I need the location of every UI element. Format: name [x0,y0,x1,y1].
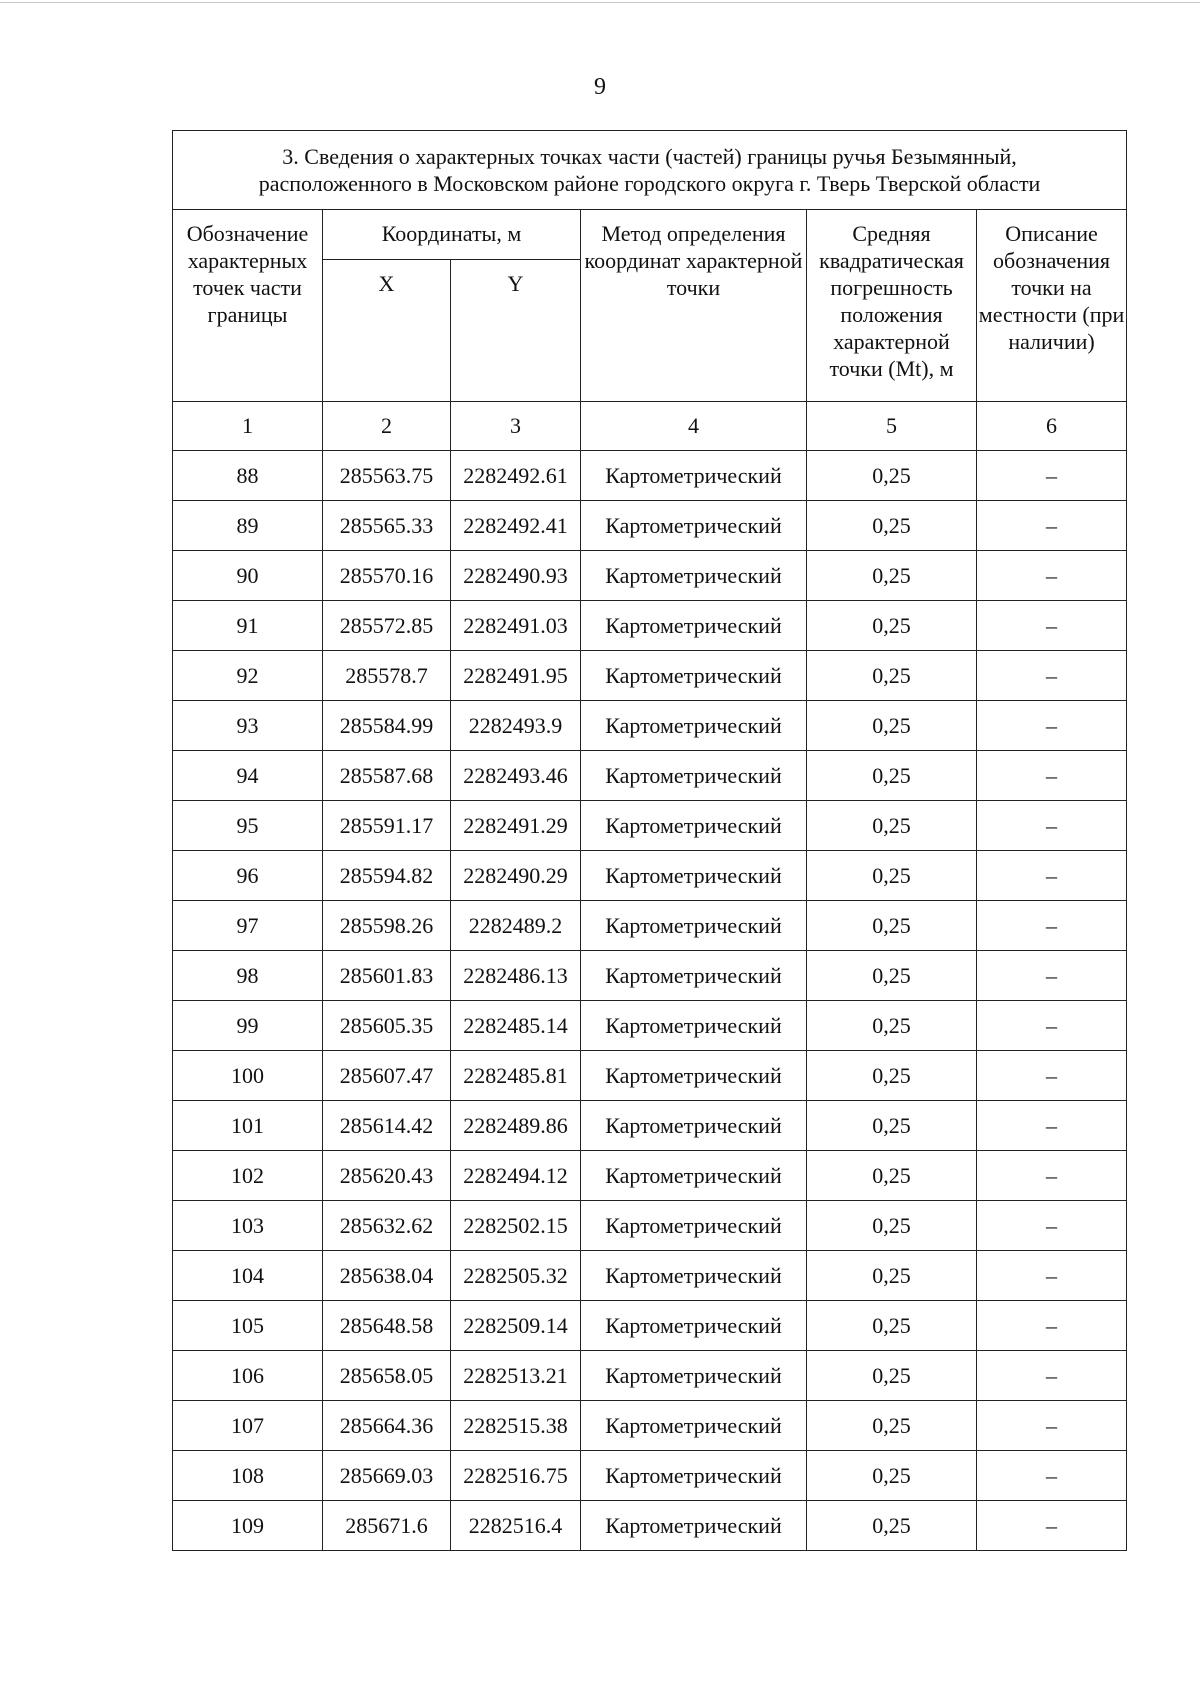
cell-x: 285565.33 [323,501,451,551]
cell-x: 285570.16 [323,551,451,601]
table-row [173,1501,1127,1551]
cell-x: 285587.68 [323,751,451,801]
cell-error: 0,25 [807,1501,977,1551]
table-row [173,751,1127,801]
cell-error: 0,25 [807,501,977,551]
cell-point-id: 95 [173,801,323,851]
cell-x: 285614.42 [323,1101,451,1151]
column-number: 3 [451,402,581,451]
cell-point-id: 99 [173,1001,323,1051]
header-error: Средняя квадратическая погрешность положения характерной точки (Mt), м [807,210,977,402]
cell-x: 285669.03 [323,1451,451,1501]
header-x: X [323,260,451,402]
cell-description: – [977,1051,1127,1101]
cell-description: – [977,1351,1127,1401]
cell-x: 285648.58 [323,1301,451,1351]
cell-point-id: 107 [173,1401,323,1451]
cell-description: – [977,1501,1127,1551]
cell-point-id: 90 [173,551,323,601]
table-row [173,1051,1127,1101]
cell-description: – [977,1151,1127,1201]
cell-x: 285584.99 [323,701,451,751]
cell-y: 2282493.9 [451,701,581,751]
cell-description: – [977,1101,1127,1151]
cell-description: – [977,1451,1127,1501]
cell-method: Картометрический [581,1451,807,1501]
cell-point-id: 92 [173,651,323,701]
table-row [173,901,1127,951]
cell-point-id: 91 [173,601,323,651]
table-row [173,1351,1127,1401]
cell-description: – [977,751,1127,801]
cell-error: 0,25 [807,551,977,601]
cell-method: Картометрический [581,851,807,901]
cell-method: Картометрический [581,1501,807,1551]
cell-x: 285671.6 [323,1501,451,1551]
cell-point-id: 100 [173,1051,323,1101]
cell-y: 2282493.46 [451,751,581,801]
table-body [173,451,1127,1551]
cell-error: 0,25 [807,851,977,901]
cell-description: – [977,601,1127,651]
table-row [173,1001,1127,1051]
cell-error: 0,25 [807,751,977,801]
cell-y: 2282492.41 [451,501,581,551]
cell-x: 285632.62 [323,1201,451,1251]
coordinates-table [172,130,1127,1551]
cell-error: 0,25 [807,951,977,1001]
cell-error: 0,25 [807,601,977,651]
cell-error: 0,25 [807,1351,977,1401]
cell-description: – [977,701,1127,751]
cell-method: Картометрический [581,1151,807,1201]
cell-x: 285658.05 [323,1351,451,1401]
cell-description: – [977,1251,1127,1301]
cell-point-id: 101 [173,1101,323,1151]
cell-y: 2282490.93 [451,551,581,601]
cell-point-id: 103 [173,1201,323,1251]
cell-x: 285607.47 [323,1051,451,1101]
table-row [173,1251,1127,1301]
cell-x: 285620.43 [323,1151,451,1201]
cell-x: 285578.7 [323,651,451,701]
cell-x: 285601.83 [323,951,451,1001]
cell-y: 2282491.95 [451,651,581,701]
cell-method: Картометрический [581,1201,807,1251]
column-number: 5 [807,402,977,451]
table-row [173,801,1127,851]
table-row [173,601,1127,651]
cell-description: – [977,1401,1127,1451]
table-row [173,1201,1127,1251]
cell-method: Картометрический [581,701,807,751]
cell-method: Картометрический [581,651,807,701]
cell-x: 285594.82 [323,851,451,901]
cell-method: Картометрический [581,1051,807,1101]
column-number: 6 [977,402,1127,451]
cell-point-id: 106 [173,1351,323,1401]
table-row [173,1451,1127,1501]
header-designation: Обозначение характерных точек части границы [173,210,323,402]
cell-y: 2282513.21 [451,1351,581,1401]
table-title-line-1: 3. Сведения о характерных точках части (частей) границы ручья Безымянный, [282,144,1017,169]
cell-point-id: 108 [173,1451,323,1501]
cell-error: 0,25 [807,1251,977,1301]
cell-y: 2282509.14 [451,1301,581,1351]
header-coordinates: Координаты, м [323,210,581,260]
cell-x: 285664.36 [323,1401,451,1451]
cell-method: Картометрический [581,801,807,851]
cell-method: Картометрический [581,501,807,551]
cell-error: 0,25 [807,1201,977,1251]
cell-error: 0,25 [807,651,977,701]
table-row [173,701,1127,751]
cell-point-id: 94 [173,751,323,801]
cell-method: Картометрический [581,1251,807,1301]
cell-method: Картометрический [581,451,807,501]
cell-description: – [977,1001,1127,1051]
cell-description: – [977,1201,1127,1251]
cell-error: 0,25 [807,1401,977,1451]
scan-artifact-top [0,2,1200,3]
header-description: Описание обозначения точки на местности (при наличии) [977,210,1127,402]
cell-y: 2282486.13 [451,951,581,1001]
table-title-line-2: расположенного в Московском районе городского округа г. Тверь Тверской области [258,171,1041,196]
cell-error: 0,25 [807,1001,977,1051]
cell-method: Картометрический [581,551,807,601]
cell-description: – [977,851,1127,901]
cell-x: 285638.04 [323,1251,451,1301]
cell-x: 285563.75 [323,451,451,501]
cell-y: 2282485.14 [451,1001,581,1051]
cell-y: 2282489.86 [451,1101,581,1151]
cell-description: – [977,551,1127,601]
cell-x: 285572.85 [323,601,451,651]
cell-x: 285605.35 [323,1001,451,1051]
column-number: 4 [581,402,807,451]
table-row [173,951,1127,1001]
page-number: 9 [594,74,606,100]
cell-x: 285598.26 [323,901,451,951]
cell-error: 0,25 [807,701,977,751]
column-number: 1 [173,402,323,451]
table-row [173,651,1127,701]
cell-method: Картометрический [581,901,807,951]
cell-error: 0,25 [807,451,977,501]
column-number-row [173,402,1127,451]
cell-point-id: 93 [173,701,323,751]
cell-y: 2282491.03 [451,601,581,651]
cell-y: 2282494.12 [451,1151,581,1201]
cell-method: Картометрический [581,1001,807,1051]
table-row [173,451,1127,501]
cell-error: 0,25 [807,1151,977,1201]
cell-method: Картометрический [581,951,807,1001]
cell-error: 0,25 [807,801,977,851]
cell-x: 285591.17 [323,801,451,851]
cell-y: 2282502.15 [451,1201,581,1251]
cell-description: – [977,1301,1127,1351]
cell-description: – [977,451,1127,501]
table-row [173,501,1127,551]
cell-y: 2282492.61 [451,451,581,501]
cell-point-id: 104 [173,1251,323,1301]
cell-method: Картометрический [581,1301,807,1351]
cell-method: Картометрический [581,751,807,801]
cell-point-id: 88 [173,451,323,501]
cell-point-id: 89 [173,501,323,551]
cell-description: – [977,651,1127,701]
cell-description: – [977,901,1127,951]
cell-y: 2282491.29 [451,801,581,851]
header-method: Метод определения координат характерной точки [581,210,807,402]
table-row [173,1101,1127,1151]
cell-method: Картометрический [581,1351,807,1401]
header-y: Y [451,260,581,402]
cell-point-id: 109 [173,1501,323,1551]
cell-error: 0,25 [807,901,977,951]
table-row [173,551,1127,601]
cell-description: – [977,951,1127,1001]
cell-y: 2282490.29 [451,851,581,901]
table-row [173,851,1127,901]
cell-method: Картометрический [581,601,807,651]
table-row [173,1151,1127,1201]
cell-description: – [977,501,1127,551]
cell-y: 2282489.2 [451,901,581,951]
cell-error: 0,25 [807,1451,977,1501]
cell-description: – [977,801,1127,851]
cell-point-id: 105 [173,1301,323,1351]
cell-y: 2282515.38 [451,1401,581,1451]
cell-y: 2282516.4 [451,1501,581,1551]
cell-error: 0,25 [807,1051,977,1101]
cell-error: 0,25 [807,1301,977,1351]
cell-point-id: 102 [173,1151,323,1201]
cell-y: 2282485.81 [451,1051,581,1101]
table-title [173,131,1127,210]
cell-y: 2282505.32 [451,1251,581,1301]
table-row [173,1301,1127,1351]
column-number: 2 [323,402,451,451]
cell-method: Картометрический [581,1101,807,1151]
cell-error: 0,25 [807,1101,977,1151]
cell-point-id: 96 [173,851,323,901]
cell-y: 2282516.75 [451,1451,581,1501]
table-row [173,1401,1127,1451]
cell-point-id: 97 [173,901,323,951]
cell-method: Картометрический [581,1401,807,1451]
cell-point-id: 98 [173,951,323,1001]
